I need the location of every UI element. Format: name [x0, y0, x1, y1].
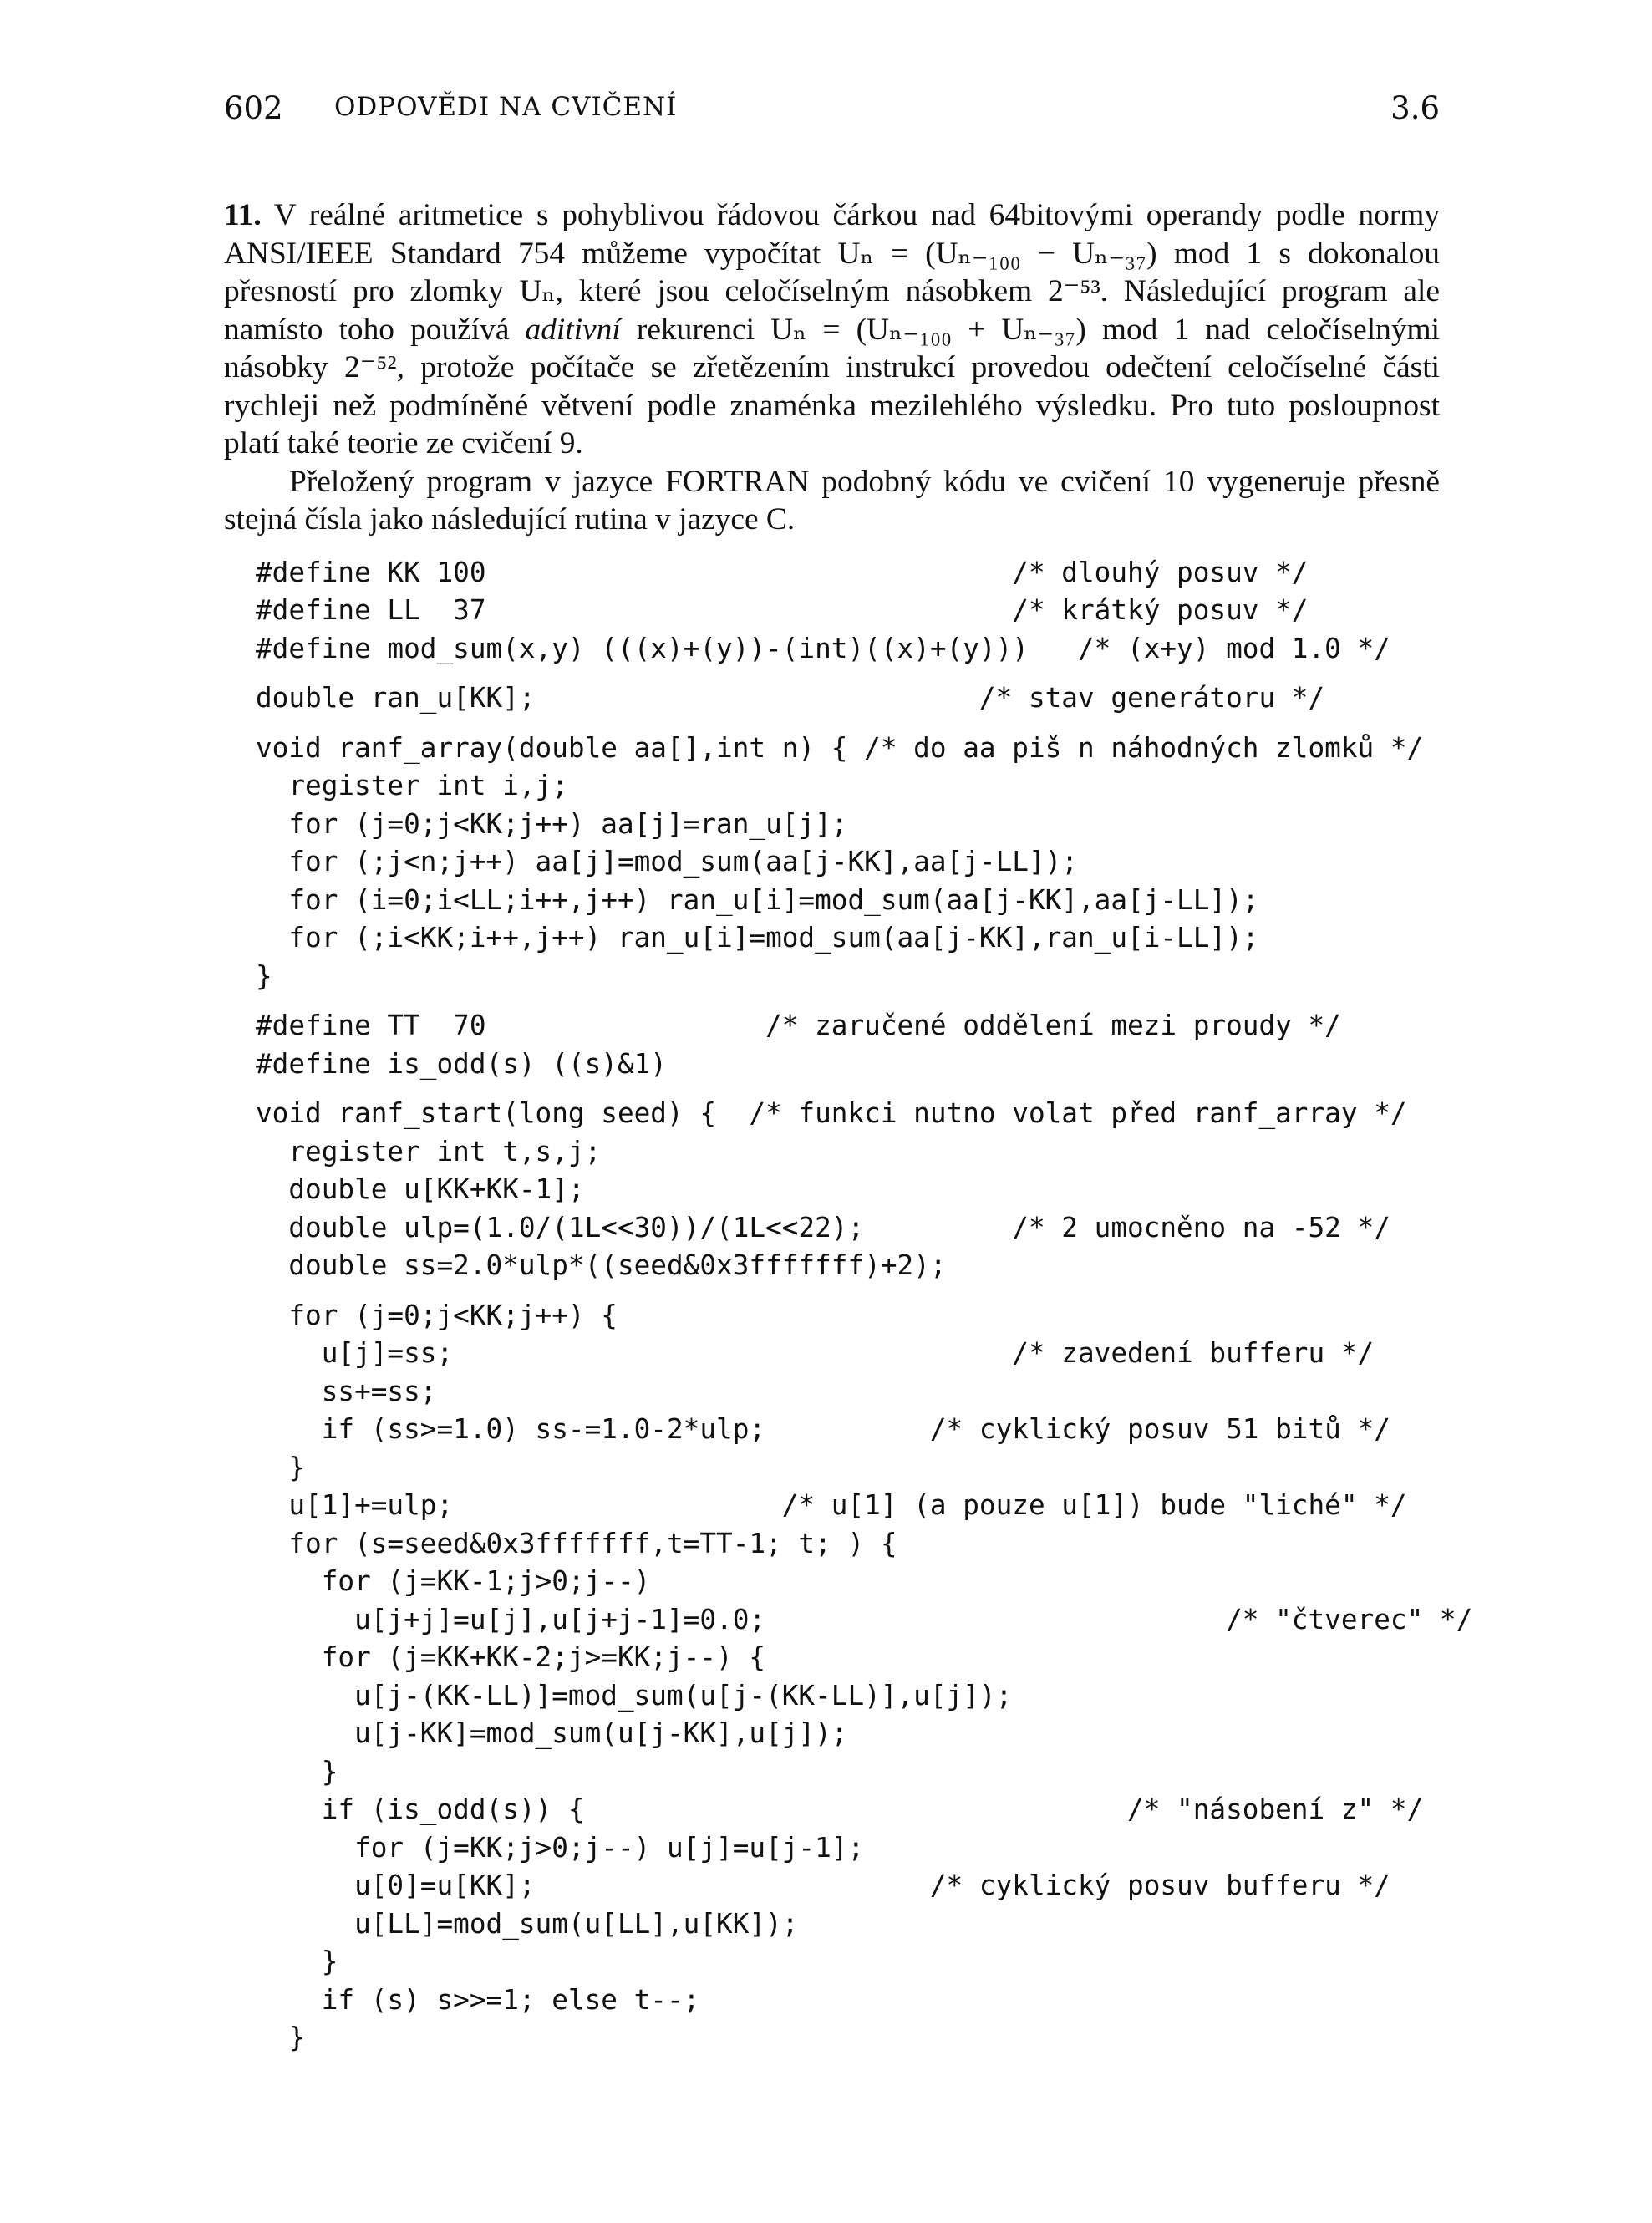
page-number: 602 — [224, 90, 283, 126]
section-number: 3.6 — [1390, 90, 1440, 126]
code-line: for (i=0;i<LL;i++,j++) ran_u[i]=mod_sum(aa[j-KK],aa[j-LL]); — [256, 883, 1259, 916]
code-line: for (;j<n;j++) aa[j]=mod_sum(aa[j-KK],aa[j-LL]); — [256, 846, 1078, 878]
code-line: double ss=2.0*ulp*((seed&0x3fffffff)+2); — [256, 1249, 947, 1281]
code-block — [256, 554, 1440, 669]
code-line: } — [256, 959, 272, 992]
code-line: u[j]=ss; /* zavedení bufferu */ — [256, 1337, 1375, 1369]
code-line: for (s=seed&0x3fffffff,t=TT-1; t; ) { — [256, 1527, 897, 1559]
code-line: u[LL]=mod_sum(u[LL],u[KK]); — [256, 1907, 799, 1940]
code-block — [256, 1095, 1440, 1285]
exercise-paragraph-2: Přeložený program v jazyce FORTRAN podobný kódu ve cvičení 10 vygeneruje přesně stejná čísla jako následující rutina v jazyce C. — [224, 464, 1440, 537]
exercise-text — [224, 196, 1440, 539]
code-line: #define is_odd(s) ((s)&1) — [256, 1047, 667, 1080]
code-line: register int t,s,j; — [256, 1135, 602, 1167]
code-line: } — [256, 2022, 306, 2053]
code-line: register int i,j; — [256, 770, 568, 801]
exercise-paragraph-1 — [224, 196, 1440, 463]
code-line: double ran_u[KK]; /* stav generátoru */ — [256, 682, 1325, 714]
paragraph-1-text: V reálné aritmetice s pohyblivou řádovou čárkou nad 64bitovými operandy podle normy ANSI/IEEE Standard 754 můžeme vypočítat Uₙ = (Uₙ₋₁₀₀ − Uₙ₋₃₇) mod 1 s dokonalou přesností pro zlomky Uₙ, které jsou celočíselným násobkem 2⁻⁵³. Následující program ale namísto toho používá — [224, 198, 1440, 347]
code-block — [256, 1007, 1440, 1083]
c-code-listing — [256, 554, 1473, 2058]
code-line: for (;i<KK;i++,j++) ran_u[i]=mod_sum(aa[j-KK],ran_u[i-LL]); — [256, 922, 1259, 954]
paragraph-1-rest: rekurenci Uₙ = (Uₙ₋₁₀₀ + Uₙ₋₃₇) mod 1 nad celočíselnými násobky 2⁻⁵², protože počítače se zřetězením instrukcí provedou odečtení celočíselné části rychleji než podmíněné větvení podle znaménka mezilehlého výsledku. Pro tuto posloupnost platí také teorie ze cvičení 9. — [224, 312, 1440, 460]
code-line: ss+=ss; — [256, 1375, 437, 1407]
code-block — [256, 730, 1440, 996]
code-line: u[1]+=ulp; /* u[1] (a pouze u[1]) bude "liché" */ — [256, 1489, 1407, 1521]
code-line: } — [256, 1946, 338, 1977]
code-line: for (j=0;j<KK;j++) { — [256, 1299, 618, 1331]
code-line: void ranf_array(double aa[],int n) { /* do aa piš n náhodných zlomků */ — [256, 731, 1424, 764]
code-line: #define LL 37 /* krátký posuv */ — [256, 594, 1309, 626]
exercise-number: 11. — [224, 198, 262, 232]
running-title: ODPOVĚDI NA CVIČENÍ — [334, 92, 678, 122]
code-line: for (j=KK-1;j>0;j--) — [256, 1565, 651, 1597]
code-line: double ulp=(1.0/(1L<<30))/(1L<<22); /* 2 umocněno na -52 */ — [256, 1211, 1390, 1244]
book-page — [224, 90, 1473, 2058]
code-line: if (ss>=1.0) ss-=1.0-2*ulp; /* cyklický posuv 51 bitů */ — [256, 1413, 1390, 1445]
code-line: for (j=KK;j>0;j--) u[j]=u[j-1]; — [256, 1831, 865, 1864]
code-line: u[0]=u[KK]; /* cyklický posuv bufferu */ — [256, 1869, 1390, 1901]
code-line: for (j=0;j<KK;j++) aa[j]=ran_u[j]; — [256, 807, 848, 840]
code-line: void ranf_start(long seed) { /* funkci nutno volat před ranf_array */ — [256, 1097, 1407, 1129]
code-line: } — [256, 1451, 306, 1483]
code-line: u[j-(KK-LL)]=mod_sum(u[j-(KK-LL)],u[j]); — [256, 1679, 1013, 1712]
code-line: } — [256, 1755, 338, 1788]
code-line: for (j=KK+KK-2;j>=KK;j--) { — [256, 1641, 766, 1673]
code-block — [256, 679, 1440, 718]
code-line: if (is_odd(s)) { /* "násobení z" */ — [256, 1793, 1424, 1825]
code-line: u[j-KK]=mod_sum(u[j-KK],u[j]); — [256, 1717, 848, 1749]
code-line: u[j+j]=u[j],u[j+j-1]=0.0; /* "čtverec" */ — [256, 1603, 1473, 1635]
code-line: #define TT 70 /* zaručené oddělení mezi proudy */ — [256, 1010, 1341, 1041]
code-line: if (s) s>>=1; else t--; — [256, 1983, 700, 2016]
code-line: double u[KK+KK-1]; — [256, 1173, 585, 1205]
paragraph-1-emphasis: aditivní — [525, 312, 621, 347]
code-line: #define mod_sum(x,y) (((x)+(y))-(int)((x)+(y))) /* (x+y) mod 1.0 */ — [256, 632, 1390, 664]
running-header — [224, 90, 1440, 140]
code-block — [256, 1297, 1473, 2058]
code-line: #define KK 100 /* dlouhý posuv */ — [256, 556, 1309, 588]
